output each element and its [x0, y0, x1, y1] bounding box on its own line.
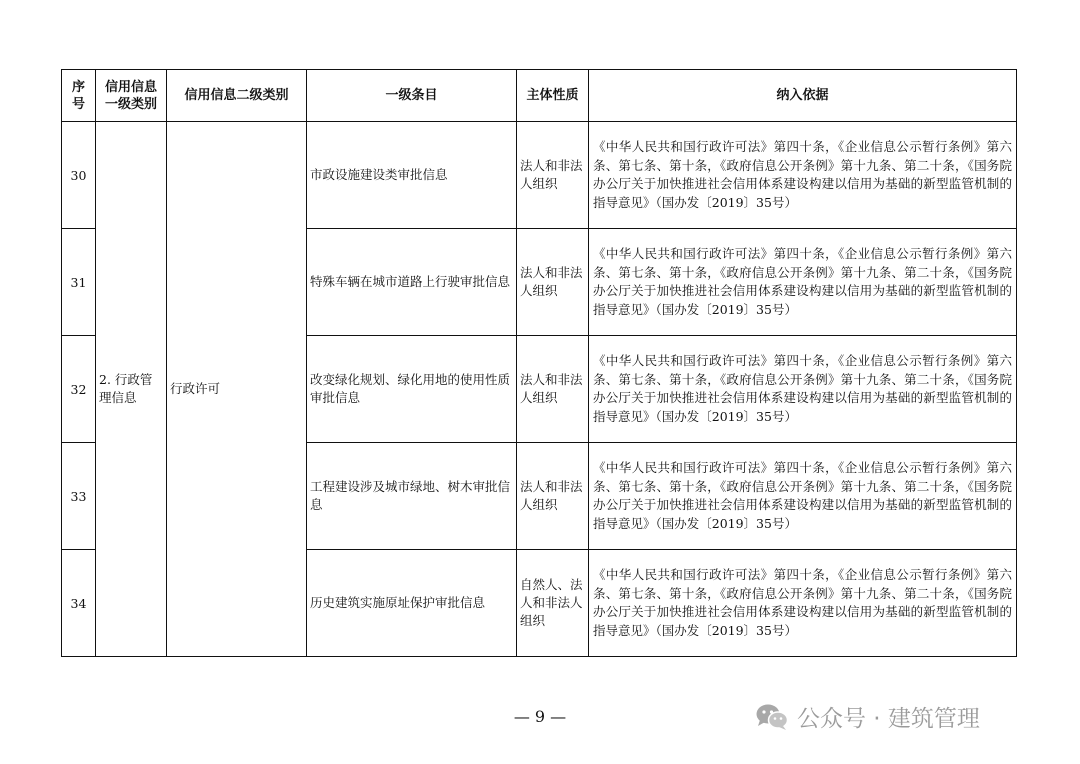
- header-basis: 纳入依据: [589, 70, 1017, 122]
- table-row: [62, 122, 1017, 229]
- basis-cell: 《中华人民共和国行政许可法》第四十条，《企业信息公示暂行条例》第六条、第七条、第十条，《政府信息公开条例》第十九条、第二十条，《国务院办公厅关于加快推进社会信用体系建设构建以信用为基础的新型监管机制的指导意见》（国办发〔2019〕35号）: [589, 122, 1017, 229]
- item-cell: 特殊车辆在城市道路上行驶审批信息: [307, 229, 517, 336]
- basis-cell: 《中华人民共和国行政许可法》第四十条，《企业信息公示暂行条例》第六条、第七条、第十条，《政府信息公开条例》第十九条、第二十条，《国务院办公厅关于加快推进社会信用体系建设构建以信用为基础的新型监管机制的指导意见》（国办发〔2019〕35号）: [589, 443, 1017, 550]
- header-item: 一级条目: [307, 70, 517, 122]
- header-row: [62, 70, 1017, 122]
- basis-cell: 《中华人民共和国行政许可法》第四十条，《企业信息公示暂行条例》第六条、第七条、第十条，《政府信息公开条例》第十九条、第二十条，《国务院办公厅关于加快推进社会信用体系建设构建以信用为基础的新型监管机制的指导意见》（国办发〔2019〕35号）: [589, 336, 1017, 443]
- wechat-icon: [755, 703, 789, 731]
- header-nature: 主体性质: [517, 70, 589, 122]
- nature-cell: 法人和非法人组织: [517, 443, 589, 550]
- item-cell: 工程建设涉及城市绿地、树木审批信息: [307, 443, 517, 550]
- header-level2-category: 信用信息二级类别: [167, 70, 307, 122]
- row-number: 33: [62, 443, 96, 550]
- header-level1-category: 信用信息 一级类别: [96, 70, 167, 122]
- level2-category-cell: 行政许可: [167, 122, 307, 657]
- nature-cell: 法人和非法人组织: [517, 229, 589, 336]
- basis-cell: 《中华人民共和国行政许可法》第四十条，《企业信息公示暂行条例》第六条、第七条、第十条，《政府信息公开条例》第十九条、第二十条，《国务院办公厅关于加快推进社会信用体系建设构建以信用为基础的新型监管机制的指导意见》（国办发〔2019〕35号）: [589, 550, 1017, 657]
- row-number: 32: [62, 336, 96, 443]
- nature-cell: 自然人、法人和非法人组织: [517, 550, 589, 657]
- header-no: 序 号: [62, 70, 96, 122]
- level1-category-cell: 2. 行政管理信息: [96, 122, 167, 657]
- row-number: 30: [62, 122, 96, 229]
- item-cell: 改变绿化规划、绿化用地的使用性质审批信息: [307, 336, 517, 443]
- credit-info-table: [61, 69, 1017, 657]
- item-cell: 历史建筑实施原址保护审批信息: [307, 550, 517, 657]
- row-number: 34: [62, 550, 96, 657]
- item-cell: 市政设施建设类审批信息: [307, 122, 517, 229]
- basis-cell: 《中华人民共和国行政许可法》第四十条，《企业信息公示暂行条例》第六条、第七条、第十条，《政府信息公开条例》第十九条、第二十条，《国务院办公厅关于加快推进社会信用体系建设构建以信用为基础的新型监管机制的指导意见》（国办发〔2019〕35号）: [589, 229, 1017, 336]
- page-number: — 9 —: [513, 707, 567, 726]
- nature-cell: 法人和非法人组织: [517, 336, 589, 443]
- row-number: 31: [62, 229, 96, 336]
- watermark-text: 公众号 · 建筑管理: [797, 706, 980, 732]
- watermark: [755, 700, 980, 733]
- nature-cell: 法人和非法人组织: [517, 122, 589, 229]
